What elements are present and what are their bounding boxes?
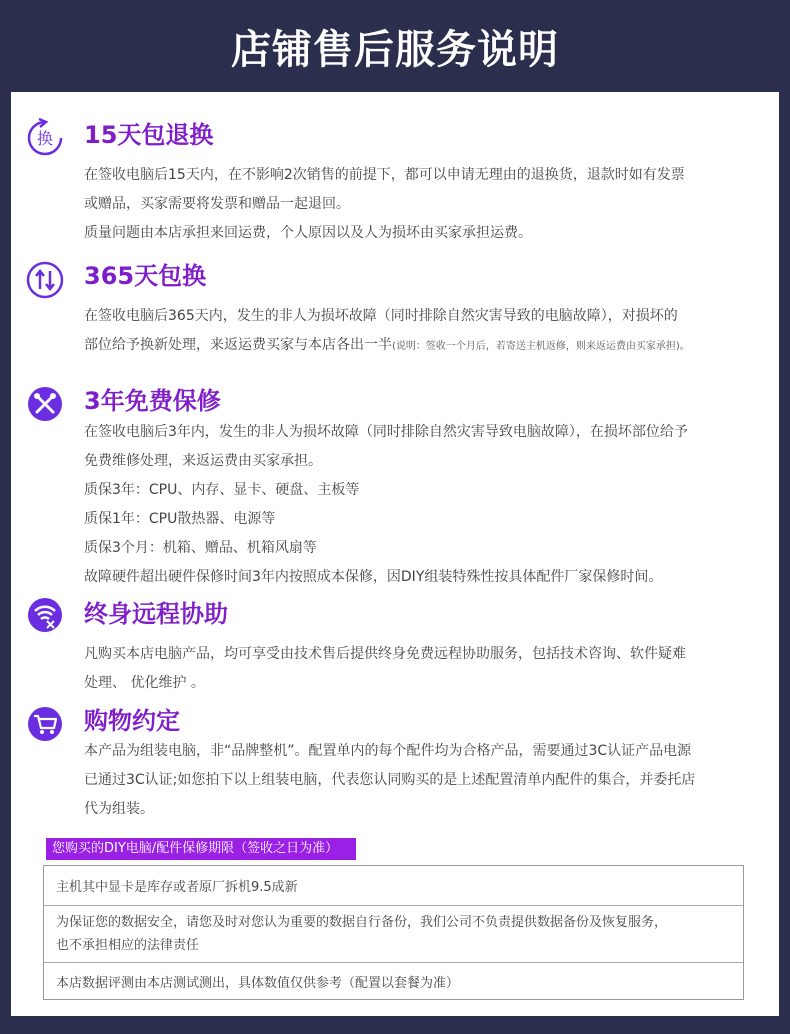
- body-line: [84, 331, 764, 361]
- body-line: 已通过3C认证;如您拍下以上组装电脑，代表您认同购买的是上述配置清单内配件的集合，并委托店: [84, 772, 696, 788]
- body-line: 免费维修处理，来返运费由买家承担。: [84, 453, 322, 469]
- page-title: 店铺售后服务说明: [231, 26, 559, 73]
- section-body: [84, 418, 764, 592]
- section-title: 365天包换: [84, 262, 207, 290]
- table-cell: 主机其中显卡是库存或者原厂拆机9.5成新: [56, 880, 298, 895]
- body-line: 本产品为组装电脑，非“品牌整机”。配置单内的每个配件均为合格产品，需要通过3C认证产品电源: [84, 743, 692, 759]
- body-line: 在签收电脑后15天内，在不影响2次销售的前提下，都可以申请无理由的退换货，退款时如有发票: [84, 167, 685, 183]
- body-line: 质量问题由本店承担来回运费，个人原因以及人为损坏由买家承担运费。: [84, 225, 532, 241]
- table-cell-line: 也不承担相应的法律责任: [56, 938, 200, 953]
- shopping-cart-icon: [25, 704, 65, 744]
- table-cell: 本店数据评测由本店测试测出，具体数值仅供参考（配置以套餐为准）: [56, 975, 460, 991]
- body-line: 质保3个月：机箱、赠品、机箱风扇等: [84, 540, 317, 556]
- table-cell: [56, 911, 667, 957]
- section-body: [84, 161, 764, 248]
- body-line: 代为组装。: [84, 801, 154, 817]
- body-line: 处理、 优化维护 。: [84, 675, 205, 691]
- section-title: 15天包退换: [84, 121, 214, 149]
- table-row: [44, 906, 743, 963]
- remote-wifi-icon: [25, 595, 65, 635]
- body-line-text: 部位给予换新处理，来返运费买家与本店各出一半: [84, 337, 392, 353]
- body-line: 在签收电脑后365天内，发生的非人为损坏故障（同时排除自然灾害导致的电脑故障），对损坏的: [84, 308, 678, 324]
- table-row: [44, 866, 743, 906]
- table-row: [44, 963, 743, 999]
- page-header: [0, 0, 790, 92]
- section-body: [84, 737, 764, 824]
- content-panel: [11, 92, 779, 1016]
- tools-icon: [25, 384, 65, 424]
- notes-table: [43, 865, 744, 1000]
- body-line: 质保1年：CPU散热器、电源等: [84, 511, 276, 527]
- section-title: 购物约定: [84, 707, 180, 735]
- body-line: 或赠品，买家需要将发票和赠品一起退回。: [84, 196, 350, 212]
- section-title: 3年免费保修: [84, 387, 221, 415]
- section-title: 终身远程协助: [84, 600, 228, 628]
- exchange-icon: [25, 118, 65, 158]
- svg-text:换: 换: [36, 129, 54, 148]
- body-line: 故障硬件超出硬件保修时间3年内按照成本保修，因DIY组装特殊性按具体配件厂家保修时间。: [84, 569, 663, 585]
- warranty-period-badge: 您购买的DIY电脑/配件保修期限（签收之日为准）: [46, 838, 356, 860]
- section-body: [84, 640, 764, 698]
- body-line: 凡购买本店电脑产品，均可享受由技术售后提供终身免费远程协助服务，包括技术咨询、软件疑难: [84, 646, 686, 662]
- body-line-note: (说明：签收一个月后，若寄送主机返修，则来返运费由买家承担)。: [392, 341, 690, 352]
- table-cell-line: 为保证您的数据安全，请您及时对您认为重要的数据自行备份，我们公司不负责提供数据备份及恢复服务，: [56, 915, 668, 930]
- body-line: 质保3年：CPU、内存、显卡、硬盘、主板等: [84, 482, 360, 498]
- swap-arrows-icon: [25, 260, 65, 300]
- section-body: [84, 302, 764, 361]
- body-line: 在签收电脑后3年内，发生的非人为损坏故障（同时排除自然灾害导致电脑故障），在损坏部位给予: [84, 424, 688, 440]
